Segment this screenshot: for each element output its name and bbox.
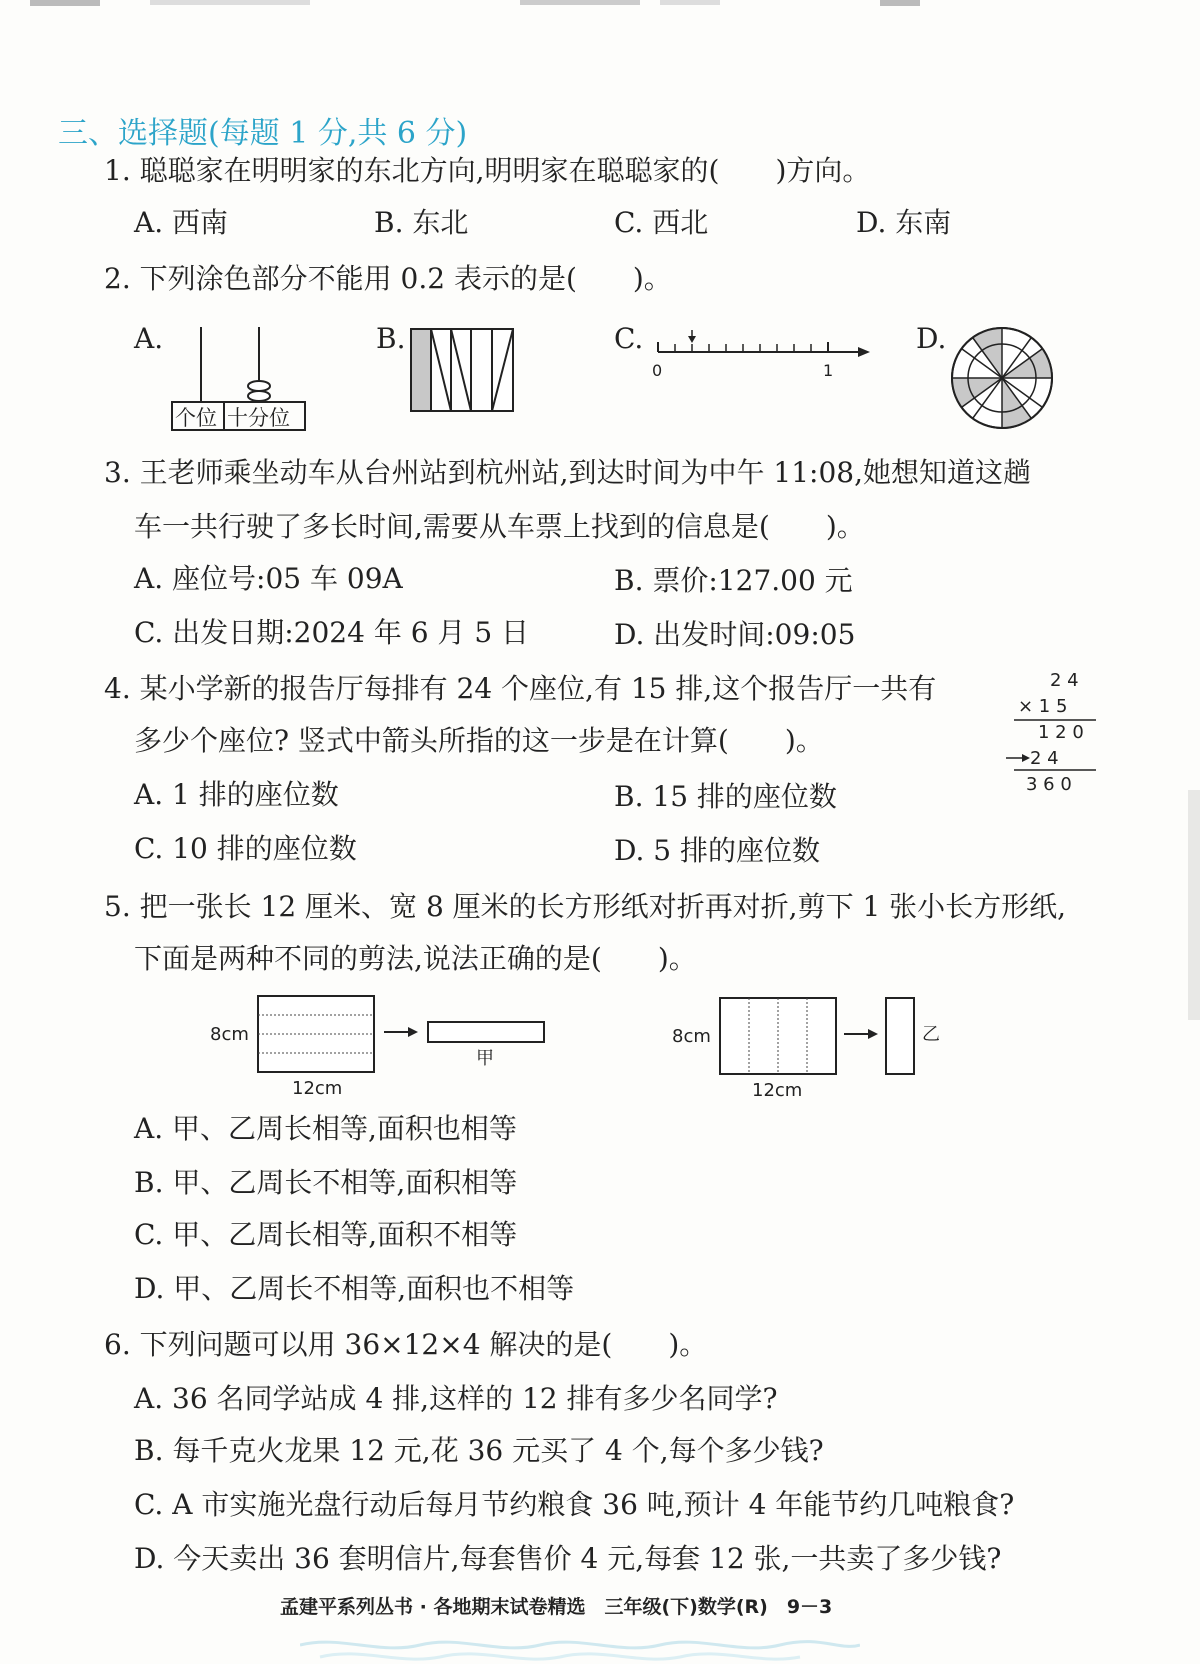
q1-option-b[interactable]: B. 东北 [374,206,469,239]
question-4-line-1: 4. 某小学新的报告厅每排有 24 个座位,有 15 排,这个报告厅一共有 [104,672,937,705]
jia-label: 甲 [476,1048,494,1069]
calc-partial-2: 2 4 [1030,748,1059,769]
page-footer: 孟建平系列丛书 · 各地期末试卷精选 三年级(下)数学(R) 9－3 [280,1596,833,1618]
cut-method-yi-figure [664,992,954,1102]
abacus-label-tenths: 十分位 [227,406,290,430]
q6-option-d[interactable]: D. 今天卖出 36 套明信片,每套售价 4 元,每套 12 张,一共卖了多少钱? [134,1542,1002,1575]
q5-option-c[interactable]: C. 甲、乙周长相等,面积不相等 [134,1218,518,1251]
jia-width-label: 8cm [210,1024,249,1045]
question-3-line-1: 3. 王老师乘坐动车从台州站到杭州站,到达时间为中午 11:08,她想知道这趟 [104,456,1032,489]
question-5-line-2: 下面是两种不同的剪法,说法正确的是( )。 [134,942,697,975]
question-5-line-1: 5. 把一张长 12 厘米、宽 8 厘米的长方形纸对折再对折,剪下 1 张小长方形纸, [104,890,1067,923]
scan-top-marks [0,0,1200,14]
number-line-figure [648,326,876,382]
abacus-label-ones: 个位 [175,406,217,430]
question-2-text: 2. 下列涂色部分不能用 0.2 表示的是( )。 [104,262,672,295]
q4-option-b[interactable]: B. 15 排的座位数 [614,780,837,813]
number-line-one: 1 [823,361,834,380]
q4-option-d[interactable]: D. 5 排的座位数 [614,834,820,867]
calc-multiplier: × 1 5 [1018,696,1068,717]
q2-option-a[interactable]: A. [134,322,164,355]
q4-option-a[interactable]: A. 1 排的座位数 [134,778,339,811]
question-3-line-2: 车一共行驶了多长时间,需要从车票上找到的信息是( )。 [134,510,865,543]
scan-edge-shadow [1188,790,1200,1020]
yi-width-label: 8cm [672,1026,711,1047]
abacus-figure [170,322,310,434]
q4-option-c[interactable]: C. 10 排的座位数 [134,832,357,865]
section-title: 三、选择题(每题 1 分,共 6 分) [58,116,468,151]
calc-top-number: 2 4 [1050,670,1079,691]
q6-option-b[interactable]: B. 每千克火龙果 12 元,花 36 元买了 4 个,每个多少钱? [134,1434,824,1467]
q2-option-c[interactable]: C. [614,322,644,355]
q5-option-b[interactable]: B. 甲、乙周长不相等,面积相等 [134,1166,518,1199]
yi-label: 乙 [922,1024,940,1045]
circle-sectors-figure [950,326,1054,430]
rectangle-shading-figure [408,326,518,414]
question-1-text: 1. 聪聪家在明明家的东北方向,明明家在聪聪家的( )方向。 [104,154,871,187]
q6-option-c[interactable]: C. A 市实施光盘行动后每月节约粮食 36 吨,预计 4 年能节约几吨粮食? [134,1488,1015,1521]
vertical-multiplication [1000,668,1100,798]
calc-result: 3 6 0 [1026,774,1072,795]
q1-option-a[interactable]: A. 西南 [134,206,229,239]
calc-partial-1: 1 2 0 [1038,722,1084,743]
q3-option-b[interactable]: B. 票价:127.00 元 [614,564,853,597]
q3-option-d[interactable]: D. 出发时间:09:05 [614,618,856,651]
question-4-line-2: 多少个座位? 竖式中箭头所指的这一步是在计算( )。 [134,724,824,757]
q2-option-b[interactable]: B. [376,322,406,355]
yi-length-label: 12cm [752,1080,803,1101]
q6-option-a[interactable]: A. 36 名同学站成 4 排,这样的 12 排有多少名同学? [134,1382,778,1415]
q5-option-d[interactable]: D. 甲、乙周长不相等,面积也不相等 [134,1272,575,1305]
number-line-zero: 0 [652,361,663,380]
cut-method-jia-figure [200,992,570,1102]
q3-option-a[interactable]: A. 座位号:05 车 09A [134,562,403,595]
footer-wave-decoration [300,1625,860,1664]
q5-option-a[interactable]: A. 甲、乙周长相等,面积也相等 [134,1112,517,1145]
q1-option-d[interactable]: D. 东南 [856,206,952,239]
q3-option-c[interactable]: C. 出发日期:2024 年 6 月 5 日 [134,616,530,649]
q1-option-c[interactable]: C. 西北 [614,206,709,239]
question-6-text: 6. 下列问题可以用 36×12×4 解决的是( )。 [104,1328,708,1361]
jia-length-label: 12cm [292,1078,343,1099]
q2-option-d[interactable]: D. [916,322,947,355]
